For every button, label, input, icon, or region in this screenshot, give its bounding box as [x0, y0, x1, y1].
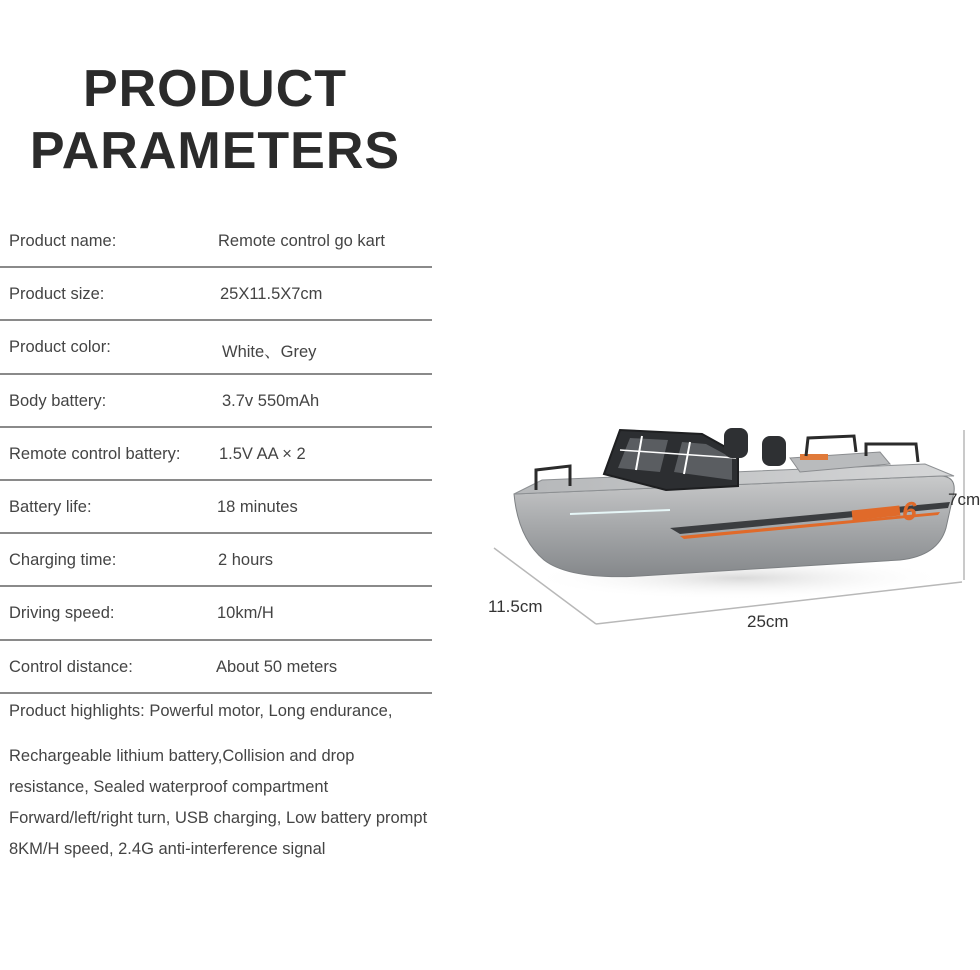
hull-number: 6	[902, 496, 917, 526]
param-row-control-distance	[0, 641, 432, 694]
title-line-2: PARAMETERS	[29, 122, 401, 180]
param-value: 1.5V AA × 2	[219, 444, 306, 463]
height-label: 7cm	[948, 490, 980, 509]
param-value: 25X11.5X7cm	[220, 285, 323, 304]
title-line-1: PRODUCT	[82, 60, 348, 118]
param-row-battery-life	[0, 481, 432, 534]
param-row-body-battery	[0, 375, 432, 428]
seat	[762, 436, 786, 466]
param-label: Product color:	[9, 338, 111, 357]
boat-image	[470, 410, 980, 640]
highlight-line: Forward/left/right turn, USB charging, Low battery prompt	[9, 809, 428, 827]
highlight-line: resistance, Sealed waterproof compartment	[9, 778, 329, 796]
param-value: Remote control go kart	[218, 232, 385, 250]
width-label: 11.5cm	[488, 597, 543, 616]
param-label: Charging time:	[9, 551, 117, 570]
param-row-driving-speed	[0, 587, 432, 640]
param-value: About 50 meters	[216, 657, 338, 676]
seat	[724, 428, 748, 458]
param-value: 18 minutes	[217, 497, 298, 516]
deck-badge	[800, 454, 828, 460]
param-value: 2 hours	[218, 551, 274, 570]
param-row-size	[0, 268, 432, 321]
highlight-line: 8KM/H speed, 2.4G anti-interference signal	[9, 840, 326, 858]
highlight-line: Product highlights: Powerful motor, Long endurance,	[9, 702, 393, 720]
param-value: White、Grey	[222, 343, 317, 362]
side-rail	[806, 436, 856, 456]
param-row-name	[0, 215, 432, 268]
param-label: Product size:	[9, 285, 105, 304]
param-value: 3.7v 550mAh	[222, 391, 320, 410]
param-label: Remote control battery:	[9, 444, 181, 463]
length-label: 25cm	[747, 612, 789, 631]
parameter-table	[0, 215, 432, 694]
page-title	[0, 58, 430, 182]
param-row-color	[0, 321, 432, 374]
param-label: Control distance:	[9, 657, 133, 676]
param-row-charging-time	[0, 534, 432, 587]
param-value: 10km/H	[217, 604, 274, 623]
param-label: Product name:	[9, 232, 117, 250]
highlight-line: Rechargeable lithium battery,Collision and drop	[9, 747, 355, 765]
param-label: Body battery:	[9, 391, 107, 410]
param-row-remote-battery	[0, 428, 432, 481]
param-label: Driving speed:	[9, 604, 115, 623]
param-label: Battery life:	[9, 497, 92, 516]
